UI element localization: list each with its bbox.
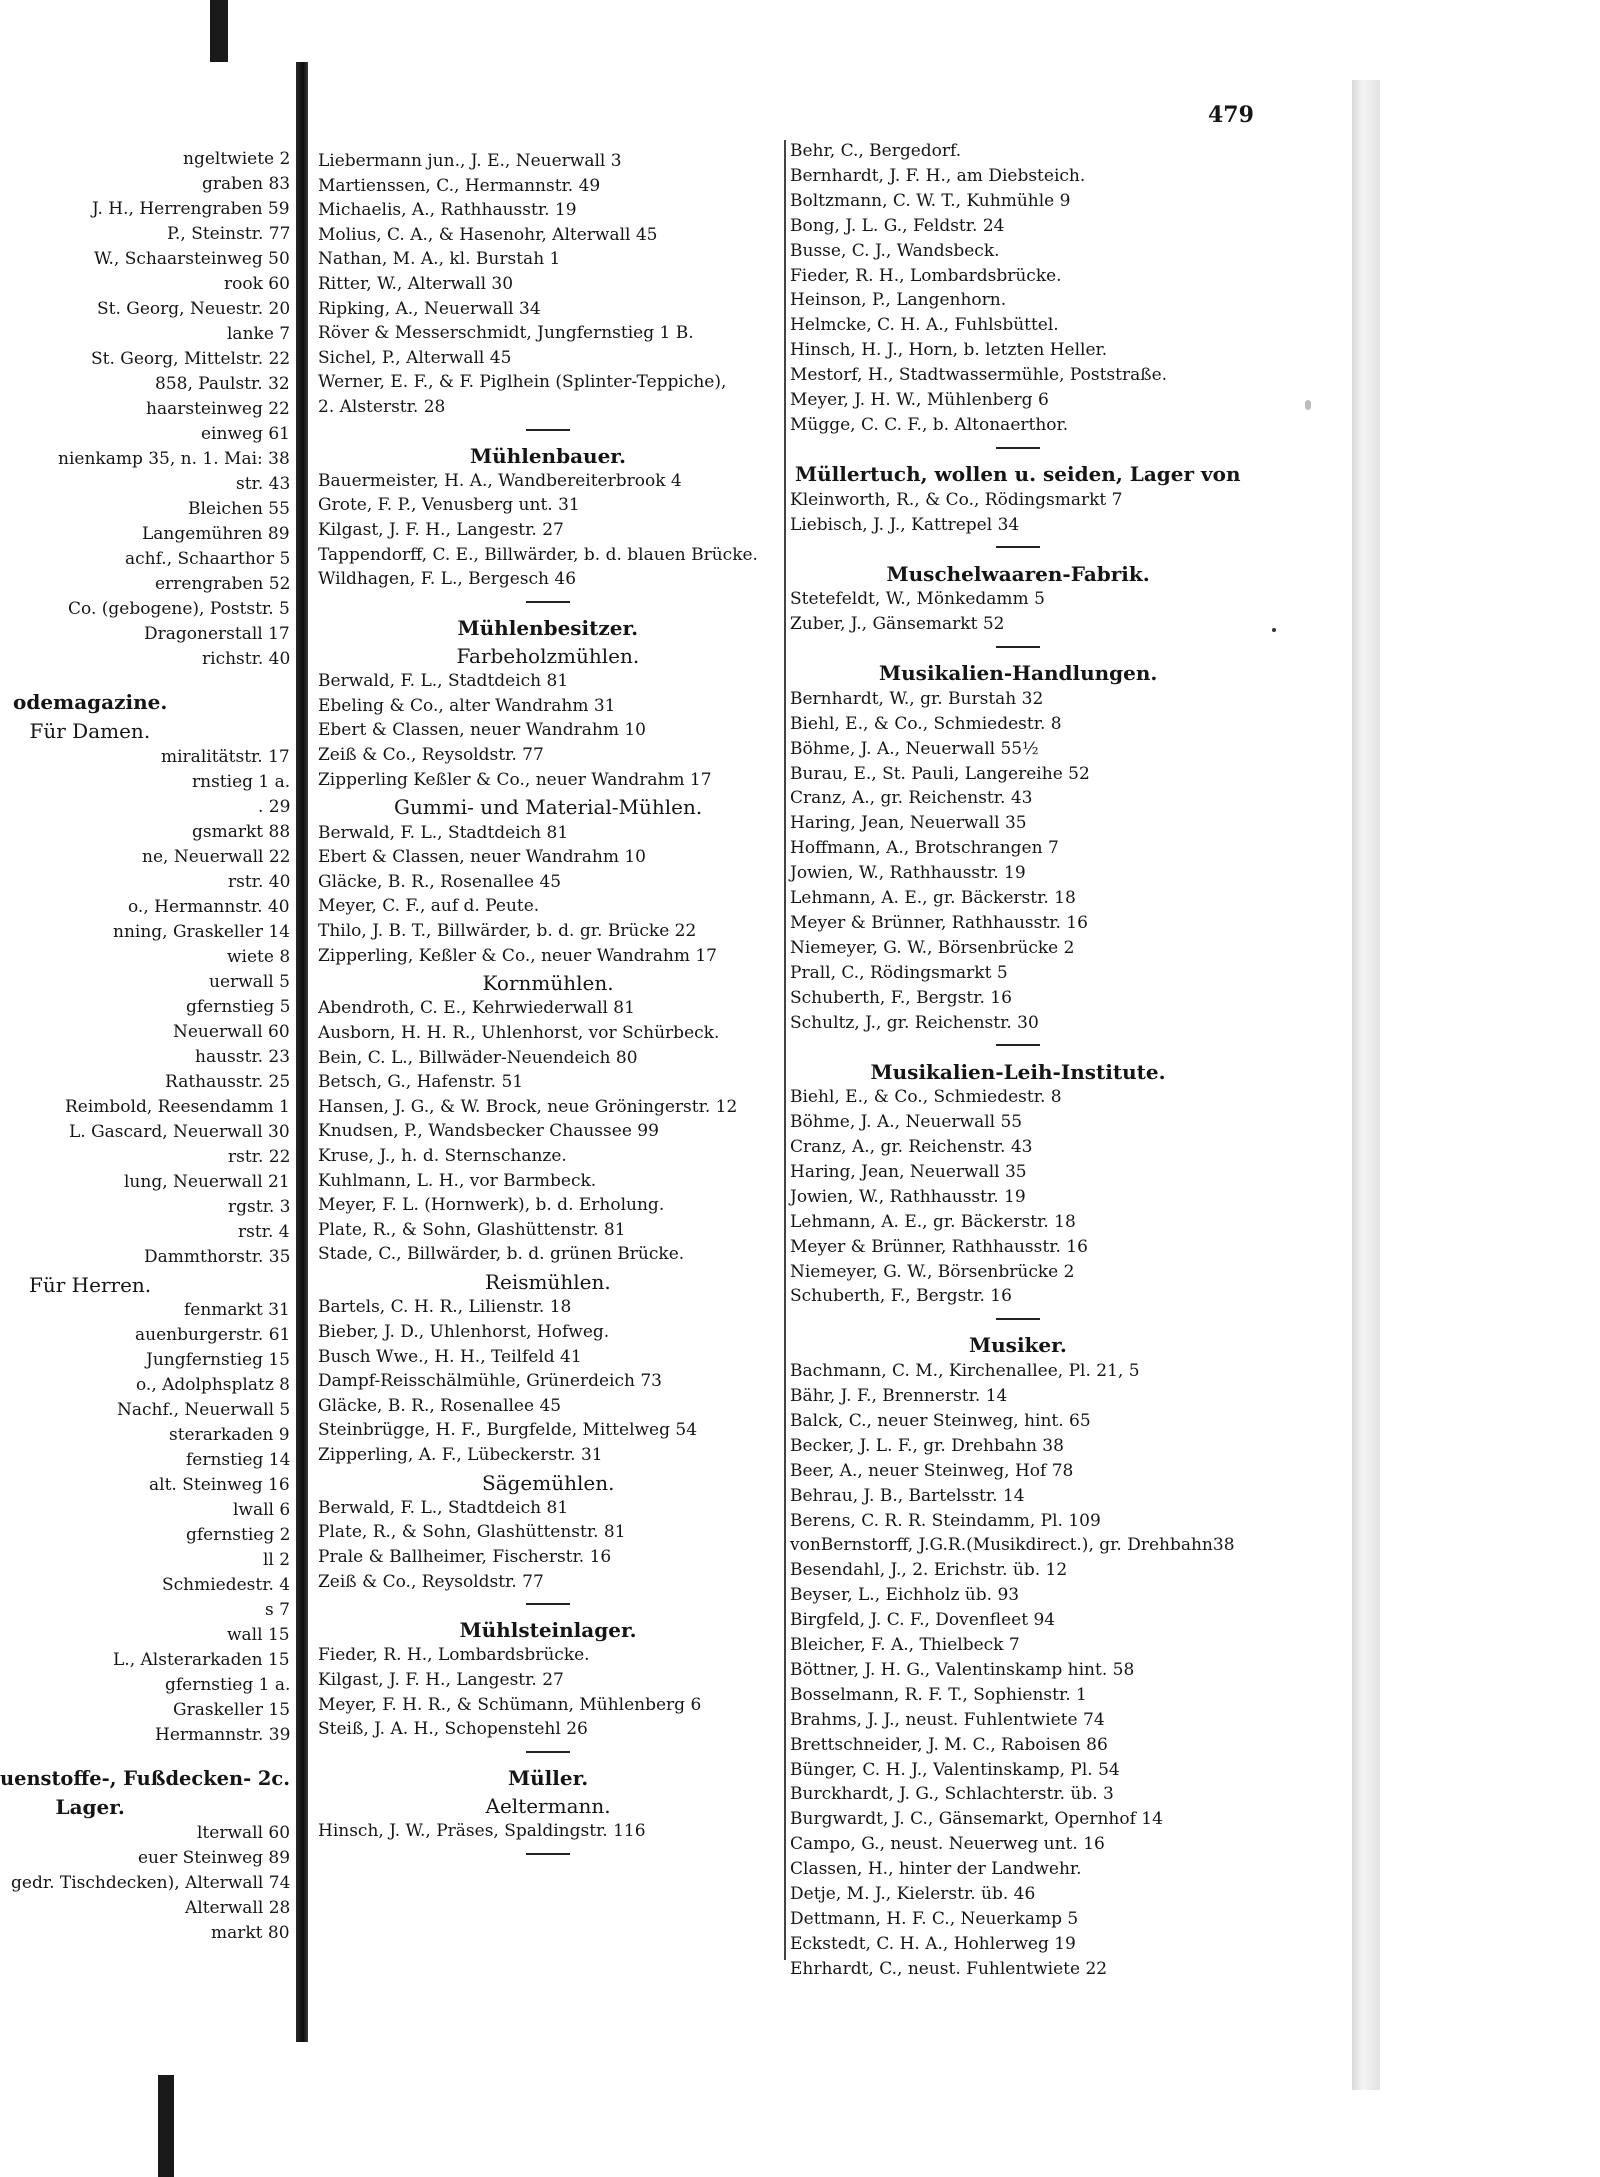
directory-entry: Böhme, J. A., Neuerwall 55½	[790, 738, 1039, 759]
subsection-heading: Für Herren.	[29, 1272, 152, 1297]
directory-entry: Bernhardt, J. F. H., am Diebsteich.	[790, 165, 1086, 186]
directory-entry: Haring, Jean, Neuerwall 35	[790, 1161, 1027, 1182]
directory-entry: ngeltwiete 2	[183, 149, 291, 169]
directory-entry: Gläcke, B. R., Rosenallee 45	[318, 871, 562, 892]
directory-entry: lwall 6	[233, 1500, 291, 1521]
directory-entry: Ebert & Classen, neuer Wandrahm 10	[318, 720, 646, 741]
directory-entry: L., Alsterarkaden 15	[113, 1650, 290, 1671]
directory-entry: Knudsen, P., Wandsbecker Chaussee 99	[318, 1121, 659, 1142]
directory-entry: Burau, E., St. Pauli, Langereihe 52	[790, 763, 1090, 784]
scan-speck	[1272, 628, 1276, 632]
directory-entry: Birgfeld, J. C. F., Dovenfleet 94	[790, 1610, 1056, 1631]
directory-entry: str. 43	[236, 474, 291, 494]
directory-entry: miralitätstr. 17	[161, 746, 290, 767]
directory-entry: Böhme, J. A., Neuerwall 55	[790, 1112, 1023, 1133]
directory-entry: lanke 7	[227, 324, 291, 344]
directory-entry: Bong, J. L. G., Feldstr. 24	[790, 215, 1005, 236]
directory-entry: Burckhardt, J. G., Schlachterstr. üb. 3	[790, 1784, 1114, 1805]
directory-entry: Prall, C., Rödingsmarkt 5	[790, 962, 1008, 983]
directory-entry: Kleinworth, R., & Co., Rödingsmarkt 7	[790, 489, 1123, 510]
directory-entry: Jungfernstieg 15	[146, 1350, 290, 1371]
directory-entry: Zipperling, Keßler & Co., neuer Wandrahm 17	[318, 945, 717, 966]
directory-entry: sterarkaden 9	[169, 1425, 290, 1446]
directory-entry: Hansen, J. G., & W. Brock, neue Gröningerstr. 12	[318, 1096, 738, 1117]
section-rule	[526, 1603, 570, 1605]
directory-entry: Sichel, P., Alterwall 45	[318, 347, 512, 368]
directory-entry: Busse, C. J., Wandsbeck.	[790, 240, 1000, 261]
directory-entry: Boltzmann, C. W. T., Kuhmühle 9	[790, 190, 1071, 211]
directory-entry: Kruse, J., h. d. Sternschanze.	[318, 1146, 567, 1167]
directory-entry: Fieder, R. H., Lombardsbrücke.	[318, 1645, 590, 1666]
section-heading: Mühlenbesitzer.	[457, 615, 639, 640]
section-heading: Lager.	[55, 1795, 125, 1819]
directory-entry: Liebisch, J. J., Kattrepel 34	[790, 514, 1020, 535]
section-rule	[526, 1853, 570, 1855]
directory-entry: Cranz, A., gr. Reichenstr. 43	[790, 1137, 1033, 1157]
directory-entry: Meyer, F. L. (Hornwerk), b. d. Erholung.	[318, 1195, 665, 1216]
section-rule	[996, 1318, 1040, 1320]
directory-entry: o., Hermannstr. 40	[128, 896, 290, 917]
section-heading: Mühlenbauer.	[470, 443, 626, 468]
directory-entry: Ritter, W., Alterwall 30	[318, 274, 514, 294]
directory-entry: Böttner, J. H. G., Valentinskamp hint. 58	[790, 1659, 1135, 1680]
directory-entry: rstr. 4	[238, 1221, 290, 1242]
directory-entry: Neuerwall 60	[173, 1021, 290, 1042]
directory-entry: Kilgast, J. F. H., Langestr. 27	[318, 1670, 564, 1691]
section-heading: odemagazine.	[13, 690, 168, 714]
directory-entry: Heinson, P., Langenhorn.	[790, 290, 1007, 311]
directory-entry: Thilo, J. B. T., Billwärder, b. d. gr. Brücke 22	[318, 920, 697, 941]
subsection-heading: Aeltermann.	[485, 1794, 611, 1819]
subsection-heading: Kornmühlen.	[482, 971, 614, 996]
directory-entry: Lehmann, A. E., gr. Bäckerstr. 18	[790, 888, 1076, 908]
directory-entry: Hinsch, H. J., Horn, b. letzten Heller.	[790, 340, 1108, 361]
directory-entry: nning, Graskeller 14	[113, 921, 290, 942]
directory-entry: Meyer, F. H. R., & Schümann, Mühlenberg 6	[318, 1694, 702, 1715]
directory-entry: L. Gascard, Neuerwall 30	[69, 1121, 290, 1142]
directory-entry: Dettmann, H. F. C., Neuerkamp 5	[790, 1908, 1079, 1929]
directory-entry: vonBernstorff, J.G.R.(Musikdirect.), gr. Drehbahn38	[790, 1535, 1235, 1556]
subsection-heading: Gummi- und Material-Mühlen.	[394, 795, 703, 820]
directory-entry: haarsteinweg 22	[146, 399, 290, 419]
directory-entry: Cranz, A., gr. Reichenstr. 43	[790, 788, 1033, 809]
directory-entry: Abendroth, C. E., Kehrwiederwall 81	[318, 998, 635, 1019]
directory-entry: s 7	[265, 1600, 290, 1621]
section-rule	[996, 1044, 1040, 1046]
directory-entry: Bünger, C. H. J., Valentinskamp, Pl. 54	[790, 1759, 1120, 1780]
directory-entry: Röver & Messerschmidt, Jungfernstieg 1 B.	[318, 323, 694, 344]
section-heading: Mühlsteinlager.	[459, 1618, 637, 1643]
section-rule	[996, 447, 1040, 449]
directory-entry: lterwall 60	[197, 1822, 291, 1843]
directory-entry: Michaelis, A., Rathhausstr. 19	[318, 200, 577, 221]
directory-entry: Langemühren 89	[142, 524, 290, 544]
directory-entry: Prale & Ballheimer, Fischerstr. 16	[318, 1547, 612, 1568]
directory-entry: Plate, R., & Sohn, Glashüttenstr. 81	[318, 1522, 626, 1543]
directory-entry: Hoffmann, A., Brotschrangen 7	[790, 838, 1059, 859]
directory-entry: rstr. 40	[228, 871, 291, 892]
directory-entry: errengraben 52	[155, 574, 291, 594]
section-rule	[526, 601, 570, 603]
directory-entry: richstr. 40	[202, 649, 291, 669]
directory-entry: ll 2	[263, 1550, 291, 1571]
directory-entry: fenmarkt 31	[184, 1300, 290, 1321]
directory-entry: Niemeyer, G. W., Börsenbrücke 2	[790, 937, 1075, 958]
section-rule	[526, 429, 570, 431]
directory-entry: Bartels, C. H. R., Lilienstr. 18	[318, 1297, 572, 1318]
directory-entry: fernstieg 14	[186, 1450, 291, 1471]
directory-entry: Beyser, L., Eichholz üb. 93	[790, 1585, 1020, 1606]
directory-entry: Bauermeister, H. A., Wandbereiterbrook 4	[318, 470, 682, 491]
directory-entry: 858, Paulstr. 32	[155, 374, 290, 394]
directory-entry: Martienssen, C., Hermannstr. 49	[318, 175, 601, 196]
directory-entry: hausstr. 23	[195, 1046, 291, 1067]
directory-entry: alt. Steinweg 16	[149, 1475, 290, 1496]
directory-entry: Nathan, M. A., kl. Burstah 1	[318, 249, 561, 270]
directory-entry: Schuberth, F., Bergstr. 16	[790, 1286, 1012, 1307]
directory-entry: Schmiedestr. 4	[162, 1575, 291, 1596]
directory-entry: Zipperling Keßler & Co., neuer Wandrahm 17	[318, 769, 712, 790]
directory-entry: Dampf-Reisschälmühle, Grünerdeich 73	[318, 1371, 662, 1392]
directory-entry: Ebert & Classen, neuer Wandrahm 10	[318, 847, 646, 868]
directory-entry: Berens, C. R. R. Steindamm, Pl. 109	[790, 1510, 1101, 1531]
directory-entry: rook 60	[224, 274, 290, 294]
section-heading: uenstoffe-, Fußdecken- 2c.	[0, 1766, 290, 1791]
section-heading: Muschelwaaren-Fabrik.	[886, 561, 1150, 586]
directory-entry: Bosselmann, R. F. T., Sophienstr. 1	[790, 1684, 1087, 1705]
directory-entry: Co. (gebogene), Poststr. 5	[68, 599, 290, 619]
directory-entry: Schultz, J., gr. Reichenstr. 30	[790, 1012, 1039, 1033]
directory-entry: o., Adolphsplatz 8	[136, 1375, 290, 1396]
directory-entry: graben 83	[202, 174, 291, 194]
directory-entry: P., Steinstr. 77	[167, 224, 291, 244]
directory-entry: Grote, F. P., Venusberg unt. 31	[318, 495, 580, 516]
page-gutter	[296, 62, 308, 2042]
directory-entry: Gläcke, B. R., Rosenallee 45	[318, 1395, 562, 1416]
section-rule	[996, 646, 1040, 648]
directory-entry: Besendahl, J., 2. Erichstr. üb. 12	[790, 1560, 1068, 1581]
directory-entry: Dragonerstall 17	[144, 624, 290, 644]
directory-entry: Ausborn, H. H. R., Uhlenhorst, vor Schürbeck.	[318, 1023, 720, 1044]
directory-entry: gsmarkt 88	[192, 821, 291, 842]
directory-entry: Bachmann, C. M., Kirchenallee, Pl. 21, 5	[790, 1361, 1140, 1382]
directory-entry: Hermannstr. 39	[155, 1725, 291, 1746]
directory-entry: Ebeling & Co., alter Wandrahm 31	[318, 695, 616, 716]
directory-entry: nienkamp 35, n. 1. Mai: 38	[58, 449, 290, 469]
scan-edge-bottom	[158, 2075, 174, 2177]
directory-entry: Hinsch, J. W., Präses, Spaldingstr. 116	[318, 1821, 646, 1842]
directory-entry: Lehmann, A. E., gr. Bäckerstr. 18	[790, 1211, 1076, 1232]
directory-entry: Eckstedt, C. H. A., Hohlerweg 19	[790, 1933, 1076, 1954]
directory-entry: Plate, R., & Sohn, Glashüttenstr. 81	[318, 1219, 626, 1240]
directory-entry: ne, Neuerwall 22	[142, 846, 291, 867]
directory-entry: Jowien, W., Rathhausstr. 19	[790, 1186, 1026, 1207]
directory-entry: Fieder, R. H., Lombardsbrücke.	[790, 265, 1062, 286]
page-right-edge	[1352, 80, 1380, 2090]
directory-entry: wiete 8	[227, 946, 291, 967]
directory-entry: Bleichen 55	[188, 499, 290, 519]
directory-entry: wall 15	[227, 1625, 290, 1646]
column-divider	[784, 140, 786, 1960]
directory-entry: gfernstieg 5	[186, 996, 291, 1017]
directory-entry: Ripking, A., Neuerwall 34	[318, 298, 541, 319]
directory-entry: 2. Alsterstr. 28	[318, 397, 446, 417]
directory-entry: Balck, C., neuer Steinweg, hint. 65	[790, 1410, 1091, 1431]
directory-entry: Behr, C., Bergedorf.	[790, 141, 962, 161]
directory-entry: Stetefeldt, W., Mönkedamm 5	[790, 589, 1045, 610]
directory-entry: Berwald, F. L., Stadtdeich 81	[318, 822, 569, 843]
section-heading: Musikalien-Handlungen.	[879, 661, 1158, 686]
directory-entry: rgstr. 3	[228, 1196, 291, 1217]
directory-entry: lung, Neuerwall 21	[124, 1171, 290, 1192]
directory-entry: Werner, E. F., & F. Piglhein (Splinter-Teppiche),	[318, 372, 727, 393]
directory-entry: Bähr, J. F., Brennerstr. 14	[790, 1386, 1008, 1406]
directory-entry: St. Georg, Mittelstr. 22	[91, 349, 291, 369]
directory-entry: auenburgerstr. 61	[135, 1325, 291, 1346]
subsection-heading: Für Damen.	[29, 718, 151, 743]
directory-entry: Stade, C., Billwärder, b. d. grünen Brücke.	[318, 1244, 685, 1265]
section-rule	[526, 1751, 570, 1753]
page-number: 479	[1208, 102, 1254, 128]
section-heading: Musikalien-Leih-Institute.	[870, 1059, 1166, 1084]
directory-entry: Steinbrügge, H. F., Burgfelde, Mittelweg 54	[318, 1420, 698, 1441]
directory-entry: Nachf., Neuerwall 5	[117, 1400, 291, 1421]
directory-entry: Zeiß & Co., Reysoldstr. 77	[318, 1571, 544, 1592]
directory-entry: Dammthorstr. 35	[144, 1246, 291, 1267]
directory-entry: Rathausstr. 25	[165, 1071, 291, 1092]
section-heading: Müller.	[508, 1765, 589, 1790]
directory-entry: Liebermann jun., J. E., Neuerwall 3	[318, 151, 622, 171]
directory-entry: markt 80	[211, 1922, 290, 1943]
directory-entry: Campo, G., neust. Neuerweg unt. 16	[790, 1834, 1105, 1855]
directory-entry: uerwall 5	[209, 971, 290, 992]
directory-entry: euer Steinweg 89	[138, 1847, 291, 1868]
directory-entry: Beer, A., neuer Steinweg, Hof 78	[790, 1460, 1074, 1481]
directory-entry: Helmcke, C. H. A., Fuhlsbüttel.	[790, 315, 1059, 336]
directory-entry: Meyer & Brünner, Rathhausstr. 16	[790, 1236, 1088, 1257]
directory-entry: Detje, M. J., Kielerstr. üb. 46	[790, 1884, 1036, 1904]
directory-entry: Haring, Jean, Neuerwall 35	[790, 813, 1027, 834]
directory-entry: Classen, H., hinter der Landwehr.	[790, 1859, 1082, 1880]
directory-entry: Niemeyer, G. W., Börsenbrücke 2	[790, 1261, 1075, 1282]
section-heading: Müllertuch, wollen u. seiden, Lager von	[795, 461, 1241, 486]
directory-entry: Graskeller 15	[173, 1700, 291, 1721]
subsection-heading: Reismühlen.	[485, 1270, 611, 1295]
subsection-heading: Farbeholzmühlen.	[456, 644, 640, 668]
directory-entry: Wildhagen, F. L., Bergesch 46	[318, 569, 577, 590]
directory-entry: Kuhlmann, L. H., vor Barmbeck.	[318, 1170, 597, 1191]
scan-edge-top	[210, 0, 228, 62]
directory-entry: Meyer, J. H. W., Mühlenberg 6	[790, 390, 1049, 410]
directory-entry: Meyer, C. F., auf d. Peute.	[318, 896, 540, 917]
directory-entry: Burgwardt, J. C., Gänsemarkt, Opernhof 14	[790, 1809, 1163, 1830]
directory-entry: Zeiß & Co., Reysoldstr. 77	[318, 745, 544, 766]
directory-entry: Meyer & Brünner, Rathhausstr. 16	[790, 912, 1088, 933]
directory-entry: Schuberth, F., Bergstr. 16	[790, 987, 1012, 1008]
directory-entry: Zuber, J., Gänsemarkt 52	[790, 614, 1005, 635]
directory-entry: Jowien, W., Rathhausstr. 19	[790, 863, 1026, 884]
directory-entry: Bein, C. L., Billwäder-Neuendeich 80	[318, 1047, 638, 1068]
directory-entry: Alterwall 28	[185, 1897, 291, 1918]
directory-entry: Tappendorff, C. E., Billwärder, b. d. blauen Brücke.	[318, 544, 758, 565]
directory-entry: gfernstieg 1 a.	[165, 1675, 291, 1696]
directory-entry: . 29	[258, 796, 291, 817]
directory-entry: Bleicher, F. A., Thielbeck 7	[790, 1635, 1020, 1655]
directory-entry: rstr. 22	[228, 1146, 291, 1167]
directory-entry: Steiß, J. A. H., Schopenstehl 26	[318, 1719, 588, 1740]
directory-entry: Biehl, E., & Co., Schmiedestr. 8	[790, 713, 1062, 734]
directory-entry: achf., Schaarthor 5	[125, 549, 291, 569]
section-rule	[996, 546, 1040, 548]
directory-entry: Bernhardt, W., gr. Burstah 32	[790, 688, 1044, 709]
directory-entry: Berwald, F. L., Stadtdeich 81	[318, 671, 569, 692]
directory-entry: gfernstieg 2	[186, 1525, 291, 1546]
directory-entry: W., Schaarsteinweg 50	[94, 249, 290, 269]
directory-entry: Becker, J. L. F., gr. Drehbahn 38	[790, 1435, 1064, 1456]
directory-entry: einweg 61	[201, 424, 290, 444]
directory-entry: Brahms, J. J., neust. Fuhlentwiete 74	[790, 1709, 1105, 1730]
directory-entry: Busch Wwe., H. H., Teilfeld 41	[318, 1346, 582, 1367]
scan-speck	[1305, 400, 1311, 410]
directory-entry: Biehl, E., & Co., Schmiedestr. 8	[790, 1087, 1062, 1108]
section-heading: Musiker.	[969, 1333, 1067, 1358]
directory-entry: Zipperling, A. F., Lübeckerstr. 31	[318, 1444, 603, 1465]
directory-entry: rnstieg 1 a.	[192, 771, 291, 792]
directory-entry: Berwald, F. L., Stadtdeich 81	[318, 1497, 569, 1518]
directory-entry: J. H., Herrengraben 59	[92, 199, 290, 219]
directory-entry: Behrau, J. B., Bartelsstr. 14	[790, 1485, 1025, 1506]
directory-entry: Molius, C. A., & Hasenohr, Alterwall 45	[318, 224, 658, 245]
directory-entry: Ehrhardt, C., neust. Fuhlentwiete 22	[790, 1958, 1108, 1979]
directory-entry: Betsch, G., Hafenstr. 51	[318, 1072, 524, 1093]
directory-entry: gedr. Tischdecken), Alterwall 74	[11, 1872, 291, 1893]
directory-entry: St. Georg, Neuestr. 20	[97, 299, 291, 319]
subsection-heading: Sägemühlen.	[482, 1470, 615, 1495]
directory-entry: Bieber, J. D., Uhlenhorst, Hofweg.	[318, 1321, 610, 1342]
directory-entry: Reimbold, Reesendamm 1	[65, 1096, 290, 1117]
directory-entry: Brettschneider, J. M. C., Raboisen 86	[790, 1734, 1108, 1755]
directory-entry: Mestorf, H., Stadtwassermühle, Poststraße.	[790, 365, 1168, 386]
directory-entry: Mügge, C. C. F., b. Altonaerthor.	[790, 414, 1069, 435]
directory-entry: Kilgast, J. F. H., Langestr. 27	[318, 520, 564, 540]
